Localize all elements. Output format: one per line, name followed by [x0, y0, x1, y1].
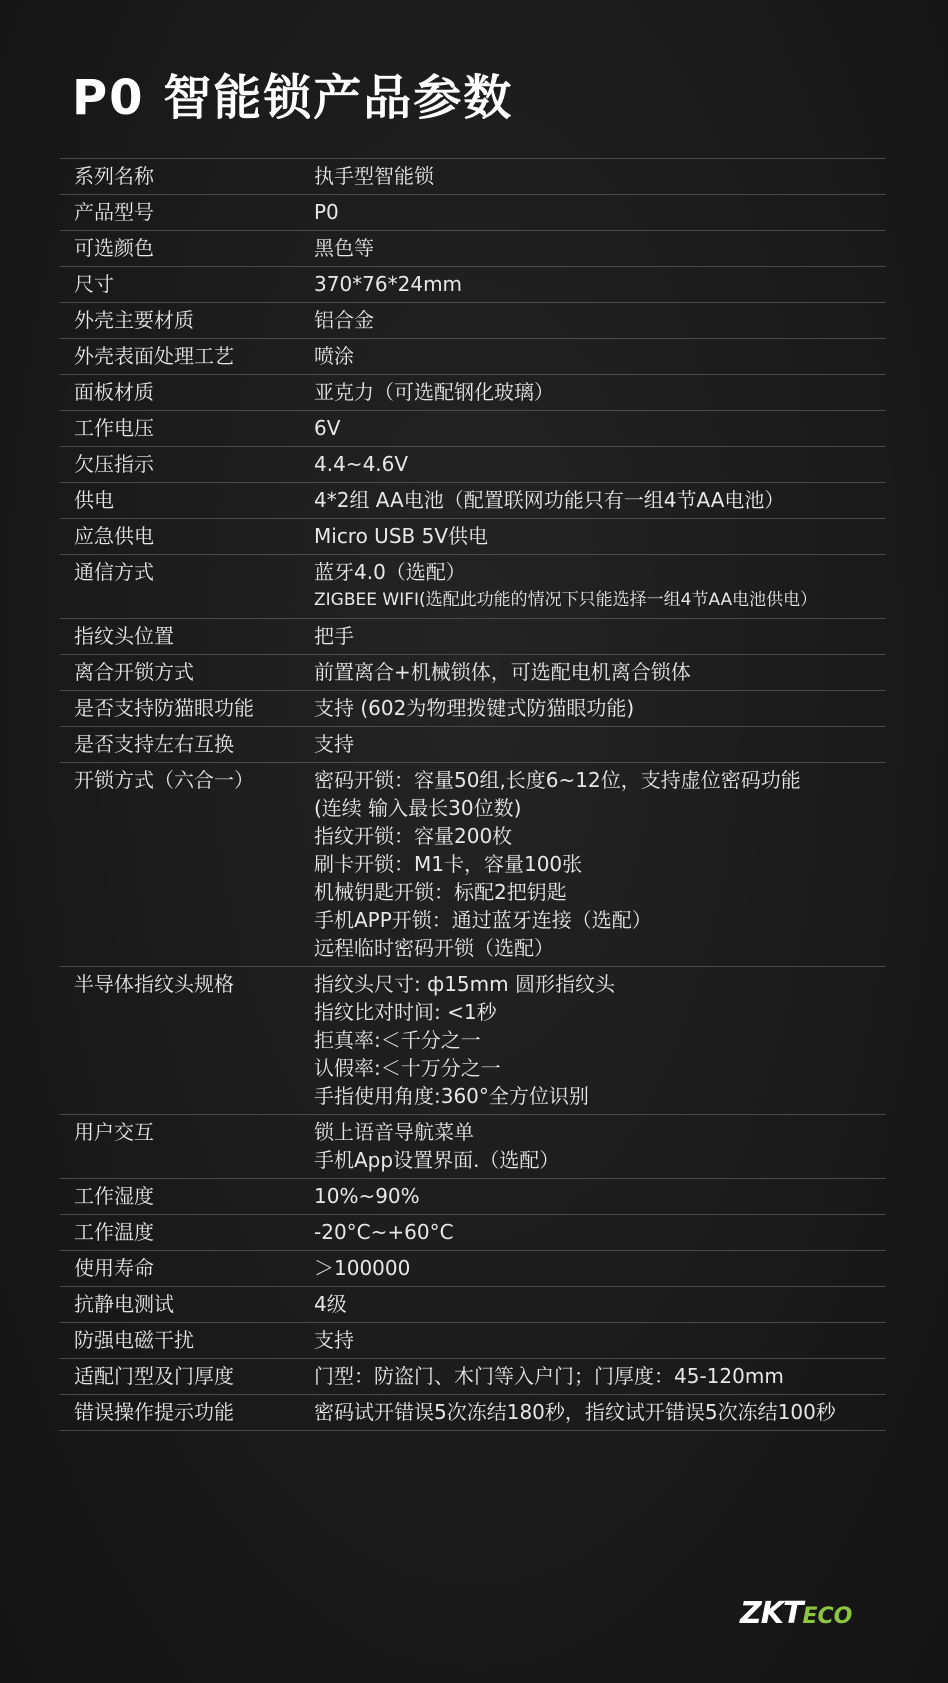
spec-table [60, 158, 886, 1431]
spec-label: 离合开锁方式 [60, 655, 314, 691]
spec-value [314, 519, 886, 555]
spec-row [60, 303, 886, 339]
spec-label: 抗静电测试 [60, 1287, 314, 1323]
spec-row [60, 375, 886, 411]
spec-row [60, 1395, 886, 1431]
spec-value-line: 蓝牙4.0（选配） [314, 560, 466, 584]
spec-label: 外壳表面处理工艺 [60, 339, 314, 375]
spec-value-line: 刷卡开锁：M1卡，容量100张 [314, 852, 583, 876]
spec-label: 适配门型及门厚度 [60, 1359, 314, 1395]
spec-value-line: 手机APP开锁：通过蓝牙连接（选配） [314, 908, 652, 932]
spec-label: 开锁方式（六合一） [60, 763, 314, 967]
spec-label: 是否支持防猫眼功能 [60, 691, 314, 727]
spec-value [314, 267, 886, 303]
spec-value [314, 555, 886, 619]
spec-label: 错误操作提示功能 [60, 1395, 314, 1431]
spec-label: 防强电磁干扰 [60, 1323, 314, 1359]
spec-row [60, 1323, 886, 1359]
brand-eco: ECO [802, 1604, 853, 1629]
spec-value-line: 密码试开错误5次冻结180秒，指纹试开错误5次冻结100秒 [314, 1400, 836, 1424]
spec-label: 尺寸 [60, 267, 314, 303]
spec-value [314, 1323, 886, 1359]
spec-row [60, 555, 886, 619]
spec-label: 面板材质 [60, 375, 314, 411]
spec-value [314, 1115, 886, 1179]
page-title: P0 智能锁产品参数 [72, 70, 514, 126]
spec-row [60, 231, 886, 267]
spec-label: 工作温度 [60, 1215, 314, 1251]
spec-value-line: 指纹比对时间: <1秒 [314, 1000, 497, 1024]
spec-row [60, 195, 886, 231]
spec-value [314, 655, 886, 691]
spec-value [314, 375, 886, 411]
spec-label: 系列名称 [60, 159, 314, 195]
spec-value-line: 支持 [314, 732, 354, 756]
spec-value-line: 370*76*24mm [314, 272, 463, 296]
spec-value-line: 执手型智能锁 [314, 164, 434, 188]
spec-label: 外壳主要材质 [60, 303, 314, 339]
spec-value-line: 黑色等 [314, 236, 374, 260]
spec-label: 产品型号 [60, 195, 314, 231]
spec-row [60, 619, 886, 655]
spec-value-line: 手指使用角度:360°全方位识别 [314, 1084, 589, 1108]
spec-value [314, 231, 886, 267]
spec-value-line: 锁上语音导航菜单 [314, 1120, 474, 1144]
spec-value-line: 前置离合+机械锁体，可选配电机离合锁体 [314, 660, 691, 684]
spec-value-line: 机械钥匙开锁：标配2把钥匙 [314, 880, 567, 904]
spec-value-line: 支持 [314, 1328, 354, 1352]
spec-row [60, 727, 886, 763]
spec-row [60, 411, 886, 447]
zkteco-logo [740, 1596, 852, 1631]
spec-row [60, 483, 886, 519]
spec-row [60, 1115, 886, 1179]
spec-row [60, 339, 886, 375]
spec-row [60, 763, 886, 967]
spec-value-line: ZIGBEE WIFI(选配此功能的情况下只能选择一组4节AA电池供电） [314, 590, 818, 610]
spec-value-line: 手机App设置界面.（选配） [314, 1148, 560, 1172]
spec-value [314, 1215, 886, 1251]
spec-row [60, 159, 886, 195]
spec-value [314, 763, 886, 967]
spec-value-line: 指纹开锁：容量200枚 [314, 824, 513, 848]
spec-value-line: 指纹头尺寸: ф15mm 圆形指纹头 [314, 972, 615, 996]
spec-label: 通信方式 [60, 555, 314, 619]
spec-value-line: 把手 [314, 624, 354, 648]
spec-value [314, 1251, 886, 1287]
spec-label: 供电 [60, 483, 314, 519]
spec-value-line: 铝合金 [314, 308, 374, 332]
spec-label: 欠压指示 [60, 447, 314, 483]
spec-value [314, 619, 886, 655]
spec-value [314, 339, 886, 375]
spec-value [314, 195, 886, 231]
spec-value-line: 喷涂 [314, 344, 354, 368]
spec-value-line: P0 [314, 200, 339, 224]
spec-row [60, 519, 886, 555]
spec-value-line: -20°C~+60°C [314, 1220, 454, 1244]
spec-value-line: ＞100000 [314, 1256, 411, 1280]
spec-row [60, 1251, 886, 1287]
spec-row [60, 1215, 886, 1251]
spec-row [60, 267, 886, 303]
spec-value-line: 4级 [314, 1292, 347, 1316]
spec-value-line: 密码开锁：容量50组,长度6~12位，支持虚位密码功能 [314, 768, 801, 792]
spec-label: 半导体指纹头规格 [60, 967, 314, 1115]
spec-row [60, 1287, 886, 1323]
spec-value-line: 4*2组 AA电池（配置联网功能只有一组4节AA电池） [314, 488, 785, 512]
spec-value [314, 1287, 886, 1323]
spec-row [60, 655, 886, 691]
spec-value [314, 691, 886, 727]
spec-value-line: (连续 输入最长30位数) [314, 796, 522, 820]
spec-value [314, 411, 886, 447]
spec-value-line: Micro USB 5V供电 [314, 524, 489, 548]
spec-label: 可选颜色 [60, 231, 314, 267]
spec-value [314, 159, 886, 195]
spec-row [60, 1359, 886, 1395]
brand-main: ZKT [740, 1596, 803, 1631]
spec-label: 应急供电 [60, 519, 314, 555]
spec-value-line: 亚克力（可选配钢化玻璃） [314, 380, 554, 404]
spec-value-line: 认假率:＜十万分之一 [314, 1056, 501, 1080]
spec-value-line: 远程临时密码开锁（选配） [314, 936, 554, 960]
spec-row [60, 967, 886, 1115]
spec-value [314, 967, 886, 1115]
spec-value [314, 303, 886, 339]
spec-row [60, 1179, 886, 1215]
spec-row [60, 691, 886, 727]
spec-value-line: 门型：防盗门、木门等入户门；门厚度：45-120mm [314, 1364, 784, 1388]
spec-value-line: 6V [314, 416, 341, 440]
spec-row [60, 447, 886, 483]
spec-value [314, 483, 886, 519]
spec-value [314, 1179, 886, 1215]
spec-value [314, 727, 886, 763]
spec-value-line: 10%~90% [314, 1184, 420, 1208]
spec-label: 工作电压 [60, 411, 314, 447]
spec-value [314, 447, 886, 483]
spec-table-body [60, 159, 886, 1431]
spec-label: 是否支持左右互换 [60, 727, 314, 763]
spec-value-line: 支持 (602为物理拨键式防猫眼功能) [314, 696, 635, 720]
spec-label: 工作湿度 [60, 1179, 314, 1215]
spec-label: 用户交互 [60, 1115, 314, 1179]
spec-value [314, 1359, 886, 1395]
spec-value-line: 拒真率:＜千分之一 [314, 1028, 481, 1052]
spec-value [314, 1395, 886, 1431]
spec-label: 使用寿命 [60, 1251, 314, 1287]
spec-label: 指纹头位置 [60, 619, 314, 655]
spec-value-line: 4.4~4.6V [314, 452, 409, 476]
